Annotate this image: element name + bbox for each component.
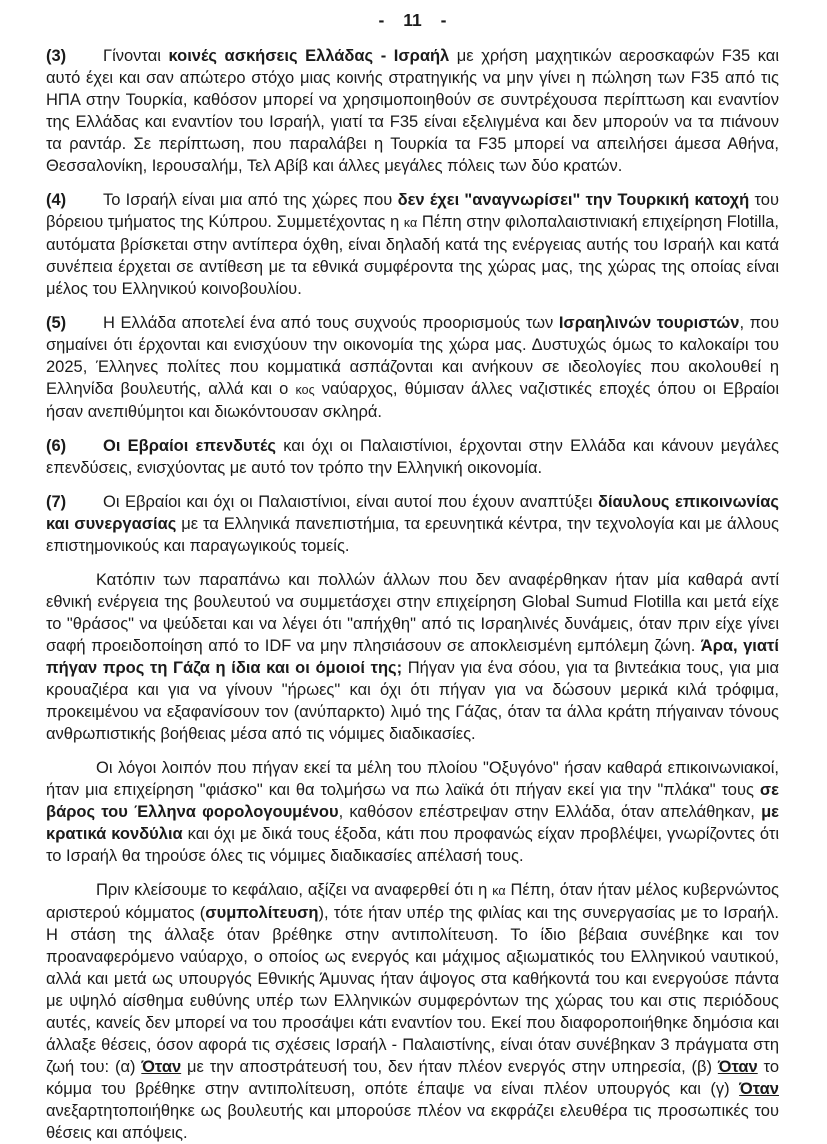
text-run: συμπολίτευση bbox=[205, 904, 319, 922]
text-run: ναύαρχος, θύμισαν άλλες ναζιστικές εποχές όπου οι Εβραίοι ήσαν ανεπιθύμητοι και διωκόντουσαν σκληρά. bbox=[46, 380, 779, 421]
text-run: δεν έχει "αναγνωρίσει" την Τουρκική κατοχή bbox=[397, 191, 750, 209]
text-run: κοινές ασκήσεις Ελλάδας - Ισραήλ bbox=[168, 47, 450, 65]
paragraph-item-7 bbox=[46, 491, 779, 557]
text-run: ), τότε ήταν υπέρ της φιλίας και της συνεργασίας με το Ισραήλ. Η στάση της άλλαξε όταν βρέθηκε στην αντιπολίτευση. Το ίδιο βέβαια συνέβηκε και τον προαναφερόμενο ναύαρχο, ο οποίος ως ενεργός και μάχιμος αξιωματικός του Ελληνικού ναυτικού, αλλά και μετά ως υπουργός Εθνικής Άμυνας ήταν άψογος στα καθήκοντά του και ενεργούσε πάντα με υψηλό αίσθημα ευθύνης υπέρ των Ελληνικών συμφερόντων της χώρας του και στις περιόδους αυτές, κανείς δεν μπορεί να του προσάψει κάτι εναντίον του. Εκεί που διαφοροποιήθηκε δημόσια και άλλαξε θέσεις, όσον αφορά τις σχέσεις Ισραήλ - Παλαιστίνης, είναι όταν συνέβηκαν 3 πράγματα στη ζωή του: (α) bbox=[46, 904, 779, 1076]
text-run: , καθόσον επέστρεψαν στην Ελλάδα, όταν απελάθηκαν, bbox=[338, 803, 762, 821]
text-run: Οι λόγοι λοιπόν που πήγαν εκεί τα μέλη του πλοίου "Οξυγόνο" ήσαν καθαρά επικοινωνιακοί, ήταν μια επιχείρηση "φιάσκο" και θα τολμήσω να πω λαϊκά ότι πήγαν εκεί για την "πλάκα" τους bbox=[46, 759, 779, 799]
text-run: με κρατικά κονδύλια bbox=[46, 803, 780, 843]
text-run: κος bbox=[295, 383, 315, 397]
text-run: Κατόπιν των παραπάνω και πολλών άλλων που δεν αναφέρθηκαν ήταν μία καθαρά αντί εθνική ενέργεια της βουλευτού να συμμετάσχει στην επιχείρηση Global Sumud Flotilla και μετά είχε το "θράσος" να ψεύδεται και να λέγει ότι "απήχθη" από τις Ισραηλινές δυνάμεις, όταν πριν είχε γίνει σαφή προειδοποίηση από το IDF να μην πλησιάσουν σε αποκλεισμένη εμπόλεμη ζώνη. bbox=[46, 571, 779, 655]
text-run: σε βάρος του Έλληνα φορολογουμένου bbox=[46, 781, 779, 821]
text-run: Πήγαν για ένα σόου, για τα βιντεάκια τους, για μια κρουαζιέρα και για να γίνουν "ήρωες" και όχι ότι πήγαν για να δώσουν μερικά κιλά τρόφιμα, προκειμένου να εξαφανίσουν τον (ανύπαρκτο) λιμό της Γάζας, όταν τα άλλα κράτη πήγαιναν τόνους ανθρωπιστικής βοήθειας μέσα από τις νόμιμες διαδικασίες. bbox=[46, 659, 779, 743]
page-number: - 11 - bbox=[378, 10, 447, 30]
text-run: Οι Εβραίοι και όχι οι Παλαιστίνιοι, είναι αυτοί που έχουν αναπτύξει bbox=[103, 493, 598, 511]
text-run: Η Ελλάδα αποτελεί ένα από τους συχνούς προορισμούς των bbox=[103, 314, 559, 332]
text-run: Πέπη, όταν ήταν μέλος κυβερνώντος αριστερού κόμματος ( bbox=[46, 881, 779, 922]
text-run: με τα Ελληνικά πανεπιστήμια, τα ερευνητικά κέντρα, την τεχνολογία και με άλλους επιστημονικούς και παραγωγικούς τομείς. bbox=[46, 515, 779, 555]
text-run: δίαυλους επικοινωνίας και συνεργασίας bbox=[46, 493, 780, 533]
text-run: με την αποστράτευσή του, δεν ήταν πλέον ενεργός στην υπηρεσία, (β) bbox=[181, 1058, 718, 1076]
paragraph-number: (4) bbox=[46, 191, 67, 209]
paragraph-closing-3 bbox=[46, 879, 779, 1144]
paragraph-number: (7) bbox=[46, 493, 67, 511]
paragraph-item-3 bbox=[46, 45, 779, 177]
text-run: Όταν bbox=[717, 1058, 758, 1076]
text-run: Το Ισραήλ είναι μια από της χώρες που bbox=[103, 191, 398, 209]
text-run: με χρήση μαχητικών αεροσκαφών F35 και αυτό έχει και σαν απώτερο στόχο μιας κοινής στρατηγικής να μην γίνει η πώληση των F35 από τις ΗΠΑ στην Τουρκία, καθόσον μπορεί να χρησιμοποιηθούν σε συντρέχουσα περίπτωση και εναντίον της Ελλάδας και εναντίον του Ισραήλ, γιατί τα F35 είναι εξελιγμένα και δεν μπορούν να τα πιάνουν τα ραντάρ. Σε περίπτωση, που παραλάβει η Τουρκία τα F35 μπορεί να απειλήσει άμεσα Αθήνα, Θεσσαλονίκη, Ιερουσαλήμ, Τελ Αβίβ και άλλες μεγάλες πόλεις των δύο κρατών. bbox=[46, 47, 779, 175]
text-run: , που σημαίνει ότι έρχονται και ενισχύουν την οικονομία της χώρα μας. Δυστυχώς όμως το καλοκαίρι του 2025, Έλληνες πολίτες που κομματικά ασπάζονται και ανήκουν σε ιδεολογίες που ακολουθεί η Ελληνίδα βουλευτής, αλλά και ο bbox=[46, 314, 779, 398]
paragraph-number: (3) bbox=[46, 47, 67, 65]
paragraph-closing-1 bbox=[46, 569, 779, 745]
text-run: του βόρειου τμήματος της Κύπρου. Συμμετέχοντας η bbox=[46, 191, 779, 231]
text-run: και όχι με δικά τους έξοδα, κάτι που προφανώς είχαν προβλέψει, γνωρίζοντες ότι το Ισραήλ θα τηρούσε όλες τις νόμιμες διαδικασίες απέλασή τους. bbox=[46, 825, 779, 865]
text-run: Όταν bbox=[141, 1058, 182, 1076]
text-run: Όταν bbox=[739, 1080, 779, 1098]
text-run: και όχι οι Παλαιστίνιοι, έρχονται στην Ελλάδα και κάνουν μεγάλες επενδύσεις, ενισχύοντας με αυτό τον τρόπο την Ελληνική οικονομία. bbox=[46, 437, 780, 477]
text-run: κα bbox=[492, 884, 506, 898]
paragraph-closing-2 bbox=[46, 757, 779, 867]
paragraph-item-5 bbox=[46, 312, 779, 423]
paragraph-number: (6) bbox=[46, 437, 67, 455]
text-run: Άρα, γιατί πήγαν προς τη Γάζα η ίδια και οι όμοιοί της; bbox=[46, 637, 779, 677]
text-run: κα bbox=[403, 216, 418, 230]
text-run: Γίνονται bbox=[103, 47, 169, 65]
text-run: το κόμμα του βρέθηκε στην αντιπολίτευση, οπότε έπαψε να είναι πλέον υπουργός και (γ) bbox=[46, 1058, 779, 1098]
text-run: Ισραηλινών τουριστών bbox=[558, 314, 740, 332]
text-run: Πέπη στην φιλοπαλαιστινιακή επιχείρηση Flotilla, αυτόματα βρίσκεται στην αντίπερα όχθη, είναι δηλαδή κατά της ενέργειας αυτής του Ισραήλ και κατά συνέπεια έρχεται σε αντίθεση με τα εθνικά συμφέροντα της χώρας μας, της χώρας της οποίας είναι μέλος του Ελληνικού κοινοβουλίου. bbox=[46, 213, 780, 298]
document-body bbox=[46, 45, 779, 1144]
paragraph-number: (5) bbox=[46, 314, 67, 332]
paragraph-item-6 bbox=[46, 435, 779, 479]
paragraph-item-4 bbox=[46, 189, 779, 300]
text-run: Πριν κλείσουμε το κεφάλαιο, αξίζει να αναφερθεί ότι η bbox=[96, 881, 493, 899]
text-run: ανεξαρτητοποιήθηκε ως βουλευτής και μπορούσε πλέον να εκφράζει ελευθέρα τις προσωπικές του θέσεις και απόψεις. bbox=[46, 1102, 779, 1142]
text-run: Οι Εβραίοι επενδυτές bbox=[103, 437, 277, 455]
